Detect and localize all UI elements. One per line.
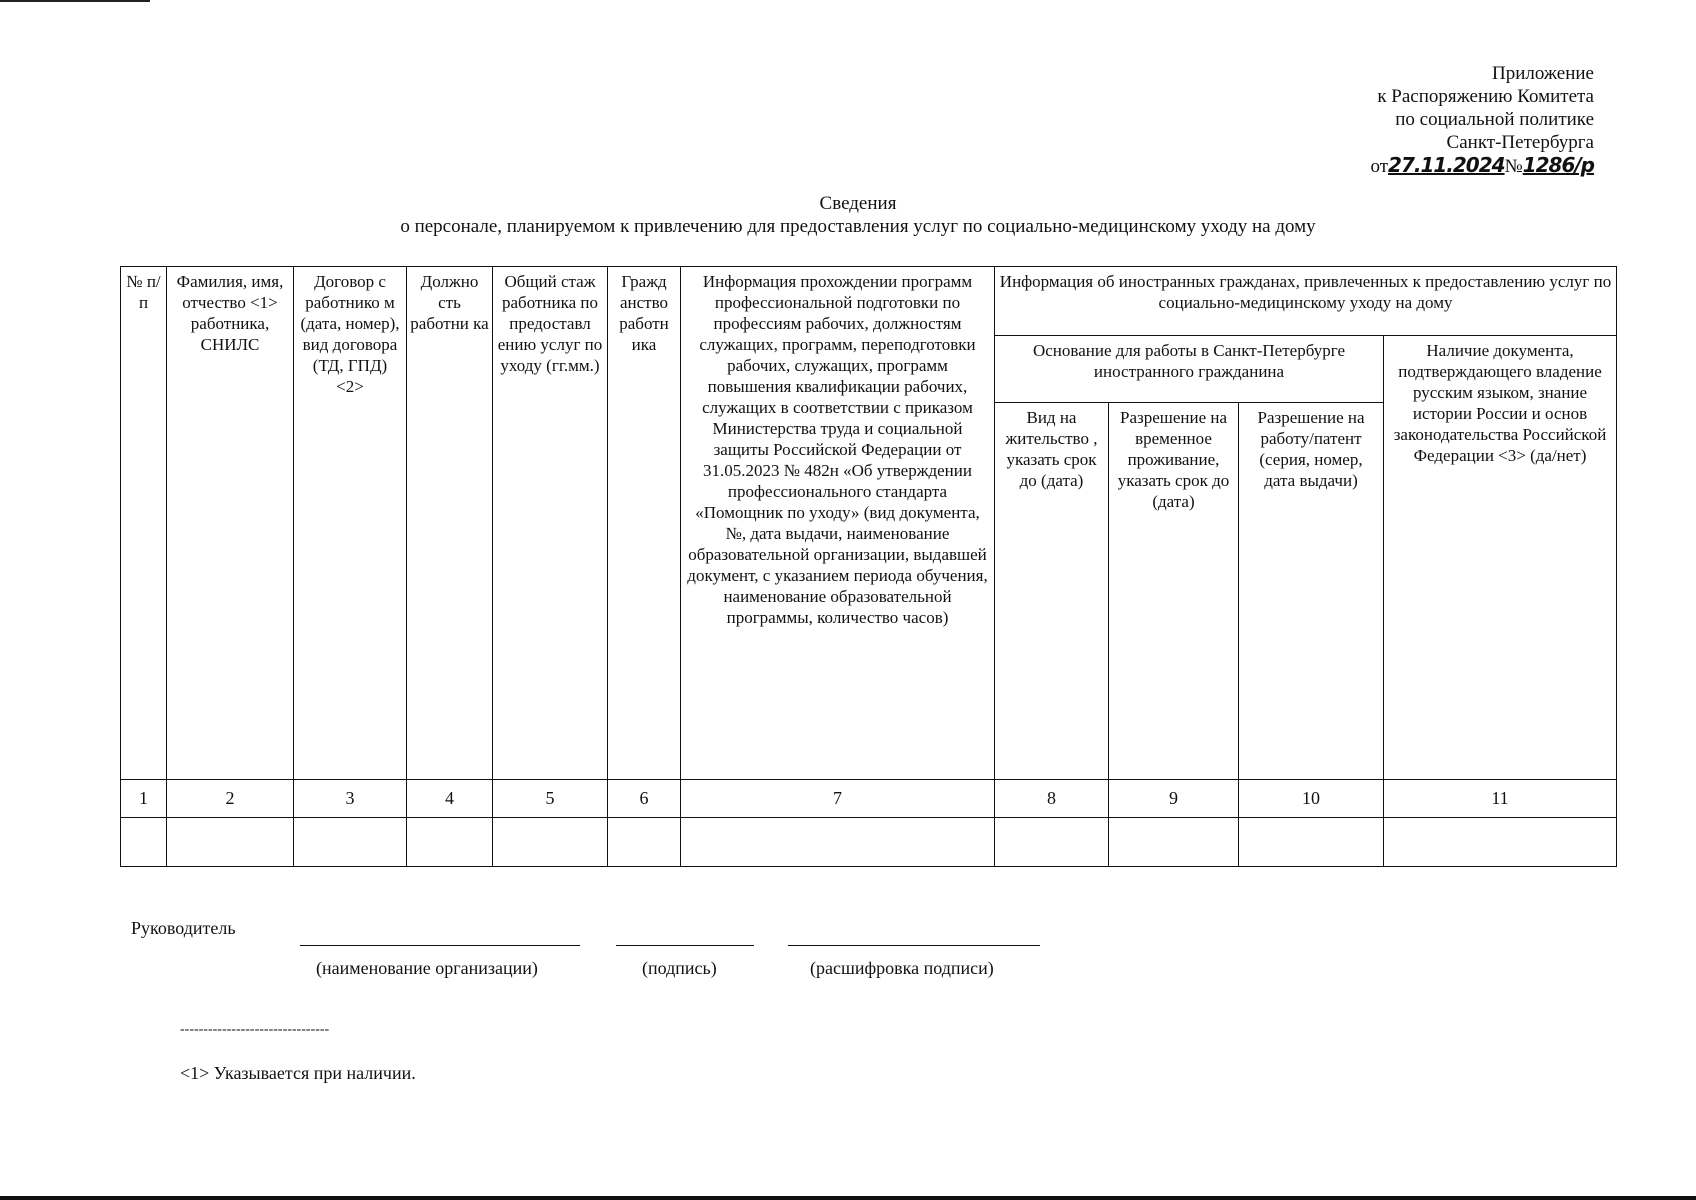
column-number: 2 bbox=[167, 780, 294, 818]
appendix-line-3: по социальной политике bbox=[1395, 109, 1594, 130]
header-col-8: Вид на жительство , указать срок до (дата) bbox=[995, 403, 1109, 780]
footnote-separator: -------------------------------- bbox=[180, 1022, 330, 1037]
column-number-row bbox=[121, 780, 1617, 818]
column-number: 1 bbox=[121, 780, 167, 818]
header-foreign-group: Информация об иностранных гражданах, привлеченных к предоставлению услуг по социально-медицинскому уходу на дому bbox=[995, 267, 1617, 336]
header-col-3: Договор с работнико м (дата, номер), вид договора (ТД, ГПД) <2> bbox=[294, 267, 407, 780]
column-number: 6 bbox=[608, 780, 681, 818]
personnel-table bbox=[120, 266, 1617, 867]
appendix-line-2: к Распоряжению Комитета bbox=[1377, 86, 1594, 107]
appendix-block bbox=[1370, 62, 1594, 178]
scan-edge-line bbox=[0, 0, 150, 2]
empty-cell bbox=[608, 818, 681, 867]
org-name-caption: (наименование организации) bbox=[316, 958, 538, 978]
number-prefix: № bbox=[1504, 156, 1523, 177]
header-basis-group: Основание для работы в Санкт-Петербурге иностранного гражданина bbox=[995, 336, 1384, 403]
header-col-6: Гражд анство работн ика bbox=[608, 267, 681, 780]
appendix-date-line bbox=[1370, 154, 1594, 178]
column-number: 5 bbox=[493, 780, 608, 818]
column-number: 4 bbox=[407, 780, 493, 818]
handwritten-date: 27.11.2024 bbox=[1388, 153, 1505, 177]
header-col-7: Информация прохождении программ профессиональной подготовки по профессиям рабочих, должностям служащих, программ, переподготовки рабочих, служащих, программ повышения квалификации рабочих, служащих в соответствии с приказом Министерства труда и социальной защиты Российской Федерации от 31.05.2023 № 482н «Об утверждении профессионального стандарта «Помощник по уходу» (вид документа, №, дата выдачи, наименование образовательной организации, выдавшей документ, с указанием периода обучения, наименование образовательной программы, количество часов) bbox=[681, 267, 995, 780]
signature-line bbox=[616, 945, 754, 946]
appendix-line-1: Приложение bbox=[1492, 63, 1594, 84]
document-title bbox=[0, 192, 1696, 238]
date-prefix: от bbox=[1370, 156, 1389, 177]
header-col-9: Разрешение на временное проживание, указать срок до (дата) bbox=[1109, 403, 1239, 780]
column-number: 3 bbox=[294, 780, 407, 818]
table-row bbox=[121, 818, 1617, 867]
header-col-11: Наличие документа, подтверждающего владение русским языком, знание истории России и основ законодательства Российской Федерации <3> (да/нет) bbox=[1384, 336, 1617, 780]
empty-cell bbox=[167, 818, 294, 867]
column-number: 8 bbox=[995, 780, 1109, 818]
empty-cell bbox=[121, 818, 167, 867]
scan-edge-bar bbox=[0, 1196, 1696, 1200]
empty-cell bbox=[493, 818, 608, 867]
header-col-10: Разрешение на работу/патент (серия, номер, дата выдачи) bbox=[1239, 403, 1384, 780]
header-col-4: Должно сть работни ка bbox=[407, 267, 493, 780]
appendix-line-4: Санкт-Петербурга bbox=[1446, 132, 1594, 153]
empty-cell bbox=[407, 818, 493, 867]
column-number: 11 bbox=[1384, 780, 1617, 818]
header-col-1: № п/п bbox=[121, 267, 167, 780]
empty-cell bbox=[1109, 818, 1239, 867]
title-line-1: Сведения bbox=[819, 193, 897, 214]
title-line-2: о персонале, планируемом к привлечению для предоставления услуг по социально-медицинскому уходу на дому bbox=[400, 216, 1316, 237]
column-number: 7 bbox=[681, 780, 995, 818]
org-name-line bbox=[300, 945, 580, 946]
empty-cell bbox=[681, 818, 995, 867]
empty-cell bbox=[294, 818, 407, 867]
empty-cell bbox=[1384, 818, 1617, 867]
header-row bbox=[121, 267, 1617, 336]
head-label: Руководитель bbox=[131, 918, 236, 938]
footnote-1: <1> Указывается при наличии. bbox=[180, 1063, 416, 1083]
empty-cell bbox=[1239, 818, 1384, 867]
header-col-2: Фамилия, имя, отчество <1> работника, СНИЛС bbox=[167, 267, 294, 780]
signature-caption: (подпись) bbox=[642, 958, 717, 978]
empty-cell bbox=[995, 818, 1109, 867]
header-col-5: Общий стаж работника по предоставл ению услуг по уходу (гг.мм.) bbox=[493, 267, 608, 780]
signature-decode-caption: (расшифровка подписи) bbox=[810, 958, 994, 978]
column-number: 10 bbox=[1239, 780, 1384, 818]
column-number: 9 bbox=[1109, 780, 1239, 818]
handwritten-number: 1286/р bbox=[1522, 153, 1594, 177]
signature-decode-line bbox=[788, 945, 1040, 946]
